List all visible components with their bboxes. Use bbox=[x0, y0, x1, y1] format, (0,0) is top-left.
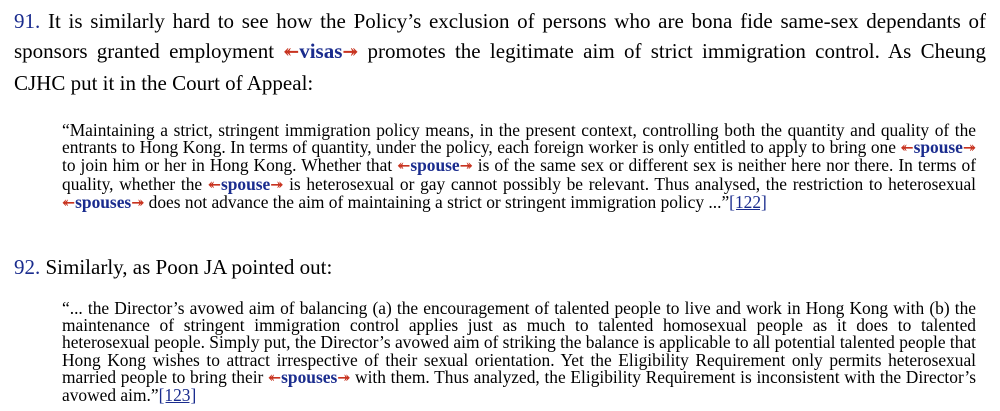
left-arrow-icon[interactable]: ↞ bbox=[283, 42, 300, 63]
footnote-link-123[interactable]: [123] bbox=[158, 385, 197, 406]
left-arrow-icon[interactable]: ↞ bbox=[268, 369, 282, 387]
right-arrow-icon[interactable]: ↠ bbox=[962, 140, 976, 158]
search-hit: spouses bbox=[75, 191, 132, 212]
quote-text: does not advance the aim of maintaining a strict or stringent immigration policy ...” bbox=[144, 191, 730, 212]
footnote-link-122[interactable]: [122] bbox=[729, 191, 767, 212]
left-arrow-icon[interactable]: ↞ bbox=[62, 194, 76, 212]
search-hit: spouses bbox=[281, 366, 338, 387]
quote-block-91 bbox=[62, 122, 976, 212]
quote-text: is of the same sex or different sex is neither here nor there. In terms of quality, whether the bbox=[62, 155, 976, 194]
paragraph-number: 92. bbox=[14, 255, 41, 279]
quote-block-92 bbox=[62, 300, 976, 404]
search-hit: visas bbox=[299, 39, 343, 63]
paragraph-text: promotes the legitimate aim of strict immigration control. As Cheung CJHC put it in the Court of Appeal: bbox=[14, 39, 986, 95]
left-arrow-icon[interactable]: ↞ bbox=[207, 176, 221, 194]
left-arrow-icon[interactable]: ↞ bbox=[397, 158, 411, 176]
paragraph-text: It is similarly hard to see how the Policy’s exclusion of persons who are bona fide same-sex dependants of sponsors granted employment bbox=[14, 9, 986, 63]
paragraph-91 bbox=[14, 6, 986, 98]
right-arrow-icon[interactable]: ↠ bbox=[270, 176, 284, 194]
quote-text: “Maintaining a strict, stringent immigration policy means, in the present context, controlling both the quantity and quality of the entrants to Hong Kong. In terms of quantity, under the policy, each foreign worker is only entitled to apply to bring one bbox=[62, 120, 976, 158]
right-arrow-icon[interactable]: ↠ bbox=[342, 42, 359, 63]
quote-text: “... the Director’s avowed aim of balancing (a) the encouragement of talented people to live and work in Hong Kong with (b) the maintenance of stringent immigration control applies just as much to talented homosexual people as it does to talented heterosexual people. Simply put, the Director’s avowed aim of striking the balance is applicable to all potential talented people that Hong Kong wishes to attract irrespective of their sexual orientation. Yet the Eligibility Requirement only permits heterosexual married people to bring their bbox=[62, 298, 976, 387]
search-hit: spouse bbox=[913, 137, 963, 158]
search-hit: spouse bbox=[220, 173, 271, 194]
quote-text: to join him or her in Hong Kong. Whether that bbox=[62, 155, 398, 176]
quote-text: is heterosexual or gay cannot possibly be relevant. Thus analysed, the restriction to heterosexual bbox=[283, 173, 976, 194]
right-arrow-icon[interactable]: ↠ bbox=[459, 158, 473, 176]
right-arrow-icon[interactable]: ↠ bbox=[337, 369, 351, 387]
paragraph-number: 91. bbox=[14, 9, 41, 33]
paragraph-92 bbox=[14, 252, 986, 282]
quote-text: with them. Thus analyzed, the Eligibility Requirement is inconsistent with the Director’s avowed aim.” bbox=[62, 366, 976, 406]
left-arrow-icon[interactable]: ↞ bbox=[900, 140, 914, 158]
paragraph-text: Similarly, as Poon JA pointed out: bbox=[45, 255, 333, 279]
right-arrow-icon[interactable]: ↠ bbox=[131, 194, 145, 212]
search-hit: spouse bbox=[410, 155, 460, 176]
